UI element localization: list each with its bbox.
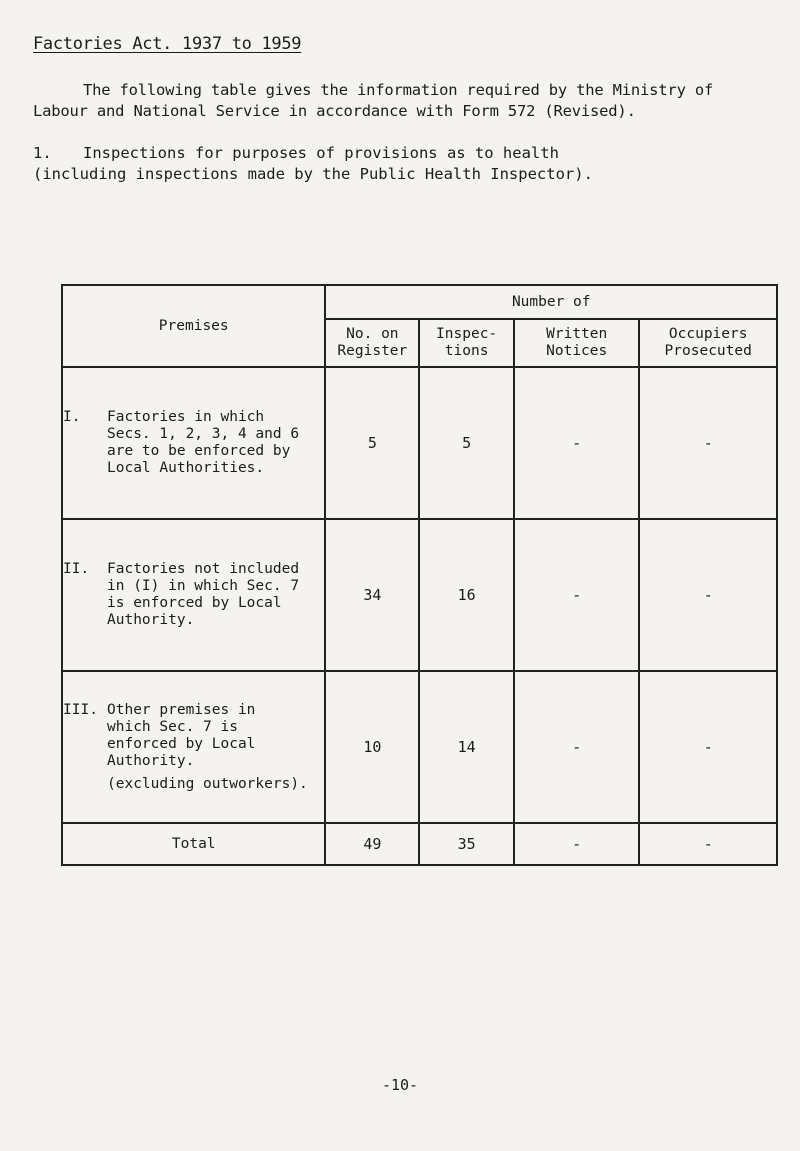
total-label: Total — [62, 823, 325, 865]
row-number: II. — [63, 561, 90, 577]
section-title-line2: (including inspections made by the Public Health Inspector). — [33, 165, 593, 183]
total-row — [62, 823, 777, 865]
section-title — [33, 143, 773, 185]
intro-text: The following table gives the information required by the Ministry of Labour and National Service in accordance with Form 572 (Revised). — [33, 81, 714, 120]
premises-description: Factories in which Secs. 1, 2, 3, 4 and 6 are to be enforced by Local Authorities. — [107, 409, 300, 476]
inspections-table — [61, 284, 778, 866]
inspections-cell: 5 — [419, 367, 514, 519]
register-cell: 5 — [325, 367, 419, 519]
notices-cell: - — [514, 519, 639, 671]
table-row — [62, 671, 777, 823]
row-number: III. — [63, 701, 98, 718]
total-prosecuted: - — [639, 823, 777, 865]
number-of-header: Number of — [325, 285, 777, 319]
prosecuted-cell: - — [639, 367, 777, 519]
total-inspections: 35 — [419, 823, 514, 865]
section-number: 1. — [33, 144, 52, 162]
prosecuted-header: Occupiers Prosecuted — [639, 319, 777, 367]
premises-note: (excluding outworkers). — [107, 775, 308, 792]
prosecuted-cell: - — [639, 671, 777, 823]
premises-cell — [62, 671, 325, 823]
prosecuted-cell: - — [639, 519, 777, 671]
inspections-header: Inspec- tions — [419, 319, 514, 367]
total-register: 49 — [325, 823, 419, 865]
notices-header: Written Notices — [514, 319, 639, 367]
section-title-line1: Inspections for purposes of provisions as to health — [83, 144, 559, 162]
register-cell: 34 — [325, 519, 419, 671]
row-number: I. — [63, 409, 81, 425]
total-notices: - — [514, 823, 639, 865]
intro-paragraph — [33, 80, 773, 122]
inspections-cell: 14 — [419, 671, 514, 823]
premises-description: Factories not included in (I) in which Sec. 7 is enforced by Local Authority. — [107, 561, 300, 628]
premises-header: Premises — [62, 285, 325, 367]
premises-cell — [62, 367, 325, 519]
premises-cell — [62, 519, 325, 671]
premises-description: Other premises in which Sec. 7 is enforced by Local Authority. — [107, 701, 256, 769]
table-row — [62, 367, 777, 519]
notices-cell: - — [514, 671, 639, 823]
page-heading: Factories Act. 1937 to 1959 — [33, 34, 302, 54]
inspections-cell: 16 — [419, 519, 514, 671]
register-header: No. on Register — [325, 319, 419, 367]
page-number: -10- — [381, 1076, 419, 1094]
register-cell: 10 — [325, 671, 419, 823]
table-row — [62, 519, 777, 671]
notices-cell: - — [514, 367, 639, 519]
